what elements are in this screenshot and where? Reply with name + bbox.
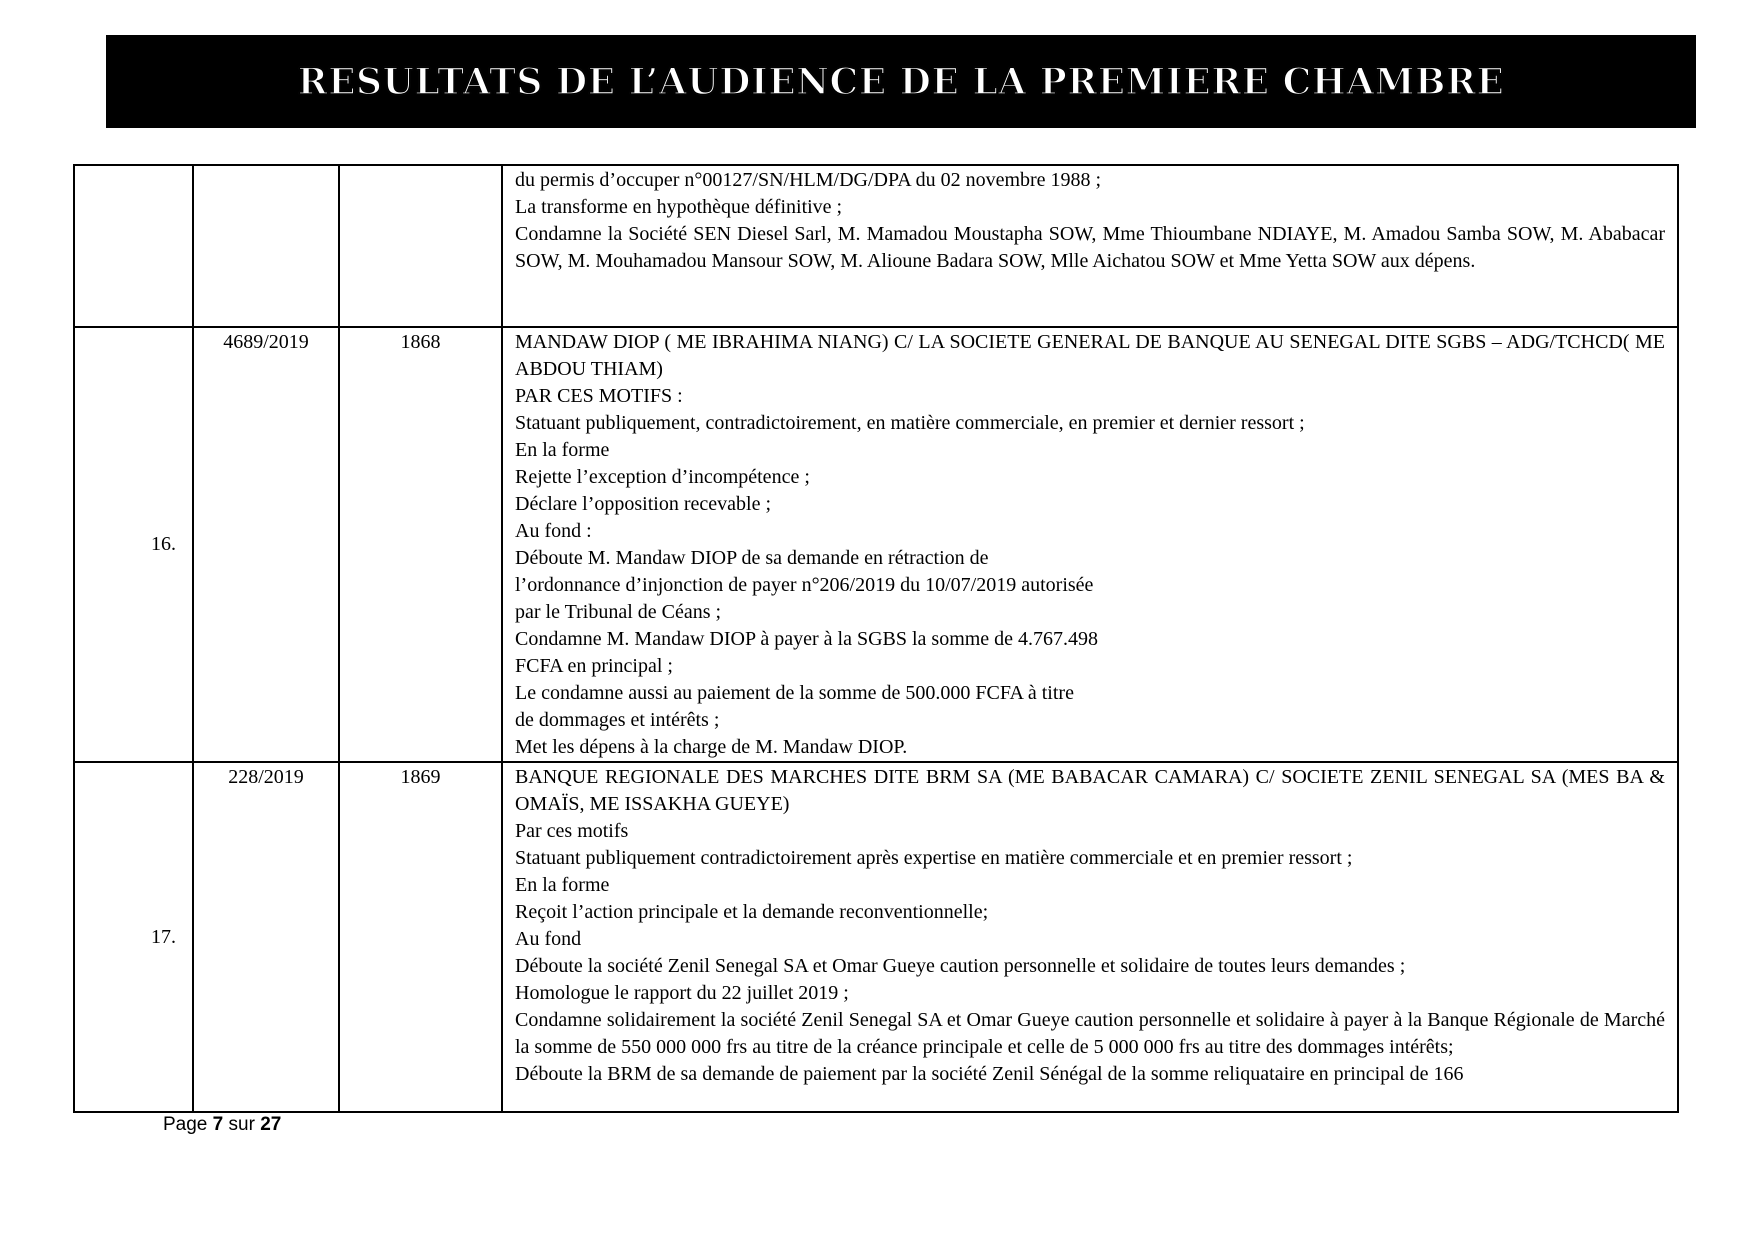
row-number-cell	[74, 165, 193, 327]
decision-number-cell	[339, 165, 502, 327]
text-line: Le condamne aussi au paiement de la somme de 500.000 FCFA à titre	[515, 682, 1074, 704]
text-line: Condamne la Société SEN Diesel Sarl, M. Mamadou Moustapha SOW, Mme Thioumbane NDIAYE, M. Amadou Samba SOW, M. Ababacar SOW, M. Mouhamadou Mansour SOW, M. Alioune Badara SOW, Mlle Aichatou SOW et Mme Yetta SOW aux dépens.	[515, 223, 1665, 272]
page-label: Page	[163, 1114, 208, 1135]
decision-number-cell: 1869	[339, 762, 502, 1112]
text-line: Au fond :	[515, 520, 592, 542]
decision-text-cell	[502, 165, 1678, 327]
page-title: RESULTATS DE L’AUDIENCE DE LA PREMIERE CHAMBRE	[297, 60, 1505, 103]
parties-line: MANDAW DIOP ( ME IBRAHIMA NIANG) C/ LA SOCIETE GENERAL DE BANQUE AU SENEGAL DITE SGBS – ADG/TCHCD( ME ABDOU THIAM)	[515, 331, 1665, 380]
text-line: par le Tribunal de Céans ;	[515, 601, 722, 623]
text-line: Par ces motifs	[515, 820, 629, 842]
text-line: Déboute M. Mandaw DIOP de sa demande en rétraction de	[515, 547, 989, 569]
row-number-cell: 17.	[74, 762, 193, 1112]
decision-text-cell	[502, 327, 1678, 762]
text-line: Déboute la société Zenil Senegal SA et Omar Gueye caution personnelle et solidaire de toutes leurs demandes ;	[515, 955, 1406, 977]
decision-text-cell	[502, 762, 1678, 1112]
text-line: Statuant publiquement, contradictoirement, en matière commerciale, en premier et dernier ressort ;	[515, 412, 1305, 434]
text-line: En la forme	[515, 439, 610, 461]
text-line: Statuant publiquement contradictoirement après expertise en matière commerciale et en premier ressort ;	[515, 847, 1353, 869]
table-row	[74, 762, 1678, 1112]
text-line: En la forme	[515, 874, 610, 896]
page-total: 27	[260, 1114, 282, 1135]
text-line: de dommages et intérêts ;	[515, 709, 720, 731]
page-footer	[163, 1114, 281, 1136]
text-line: Déboute la BRM de sa demande de paiement par la société Zenil Sénégal de la somme reliquataire en principal de 166	[515, 1063, 1464, 1085]
text-line: Met les dépens à la charge de M. Mandaw DIOP.	[515, 736, 908, 758]
page-current: 7	[212, 1114, 224, 1135]
text-line: Au fond	[515, 928, 582, 950]
row-number-cell: 16.	[74, 327, 193, 762]
text-line: Rejette l’exception d’incompétence ;	[515, 466, 810, 488]
table-row	[74, 165, 1678, 327]
case-number-cell: 4689/2019	[193, 327, 339, 762]
case-number-cell	[193, 165, 339, 327]
page-separator: sur	[228, 1114, 255, 1135]
table-row	[74, 327, 1678, 762]
text-line: l’ordonnance d’injonction de payer n°206/2019 du 10/07/2019 autorisée	[515, 574, 1094, 596]
results-table	[73, 164, 1679, 1113]
header-banner	[106, 35, 1696, 128]
case-number-cell: 228/2019	[193, 762, 339, 1112]
text-line: Homologue le rapport du 22 juillet 2019 ;	[515, 982, 849, 1004]
text-line: PAR CES MOTIFS :	[515, 385, 683, 407]
parties-line: BANQUE REGIONALE DES MARCHES DITE BRM SA (ME BABACAR CAMARA) C/ SOCIETE ZENIL SENEGAL SA (MES BA & OMAÏS, ME ISSAKHA GUEYE)	[515, 766, 1665, 815]
text-line: Condamne M. Mandaw DIOP à payer à la SGBS la somme de 4.767.498	[515, 628, 1099, 650]
text-line: du permis d’occuper n°00127/SN/HLM/DG/DPA du 02 novembre 1988 ;	[515, 169, 1102, 191]
text-line: Condamne solidairement la société Zenil Senegal SA et Omar Gueye caution personnelle et solidaire à payer à la Banque Régionale de Marché la somme de 550 000 000 frs au titre de la créance principale et celle de 5 000 000 frs au titre des dommages intérêts;	[515, 1009, 1665, 1058]
text-line: Déclare l’opposition recevable ;	[515, 493, 771, 515]
text-line: La transforme en hypothèque définitive ;	[515, 196, 843, 218]
decision-number-cell: 1868	[339, 327, 502, 762]
text-line: Reçoit l’action principale et la demande reconventionnelle;	[515, 901, 989, 923]
text-line: FCFA en principal ;	[515, 655, 673, 677]
